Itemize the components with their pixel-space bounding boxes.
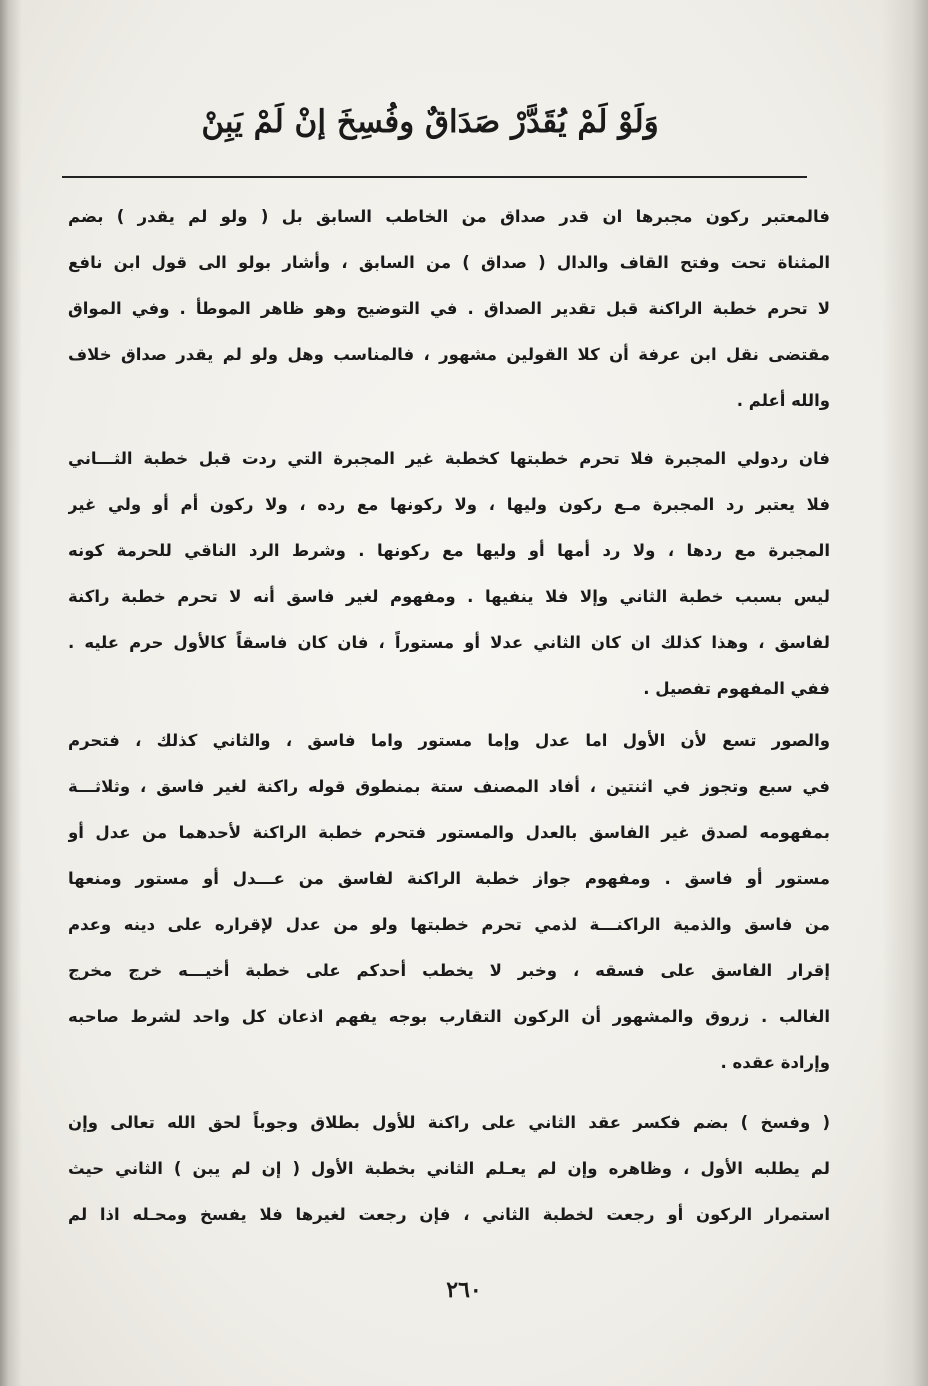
text-line: والصور تسع لأن الأول اما عدل وإما مستور واما فاسق ، والثاني كذلك ، فتحرم [68, 731, 830, 750]
text-line: لفاسق ، وهذا كذلك ان كان الثاني عدلا أو مستوراً ، فان كان فاسقاً كالأول حرم عليه . [68, 633, 830, 652]
page-left-edge-shadow [0, 0, 22, 1386]
paragraph-1 [68, 194, 830, 424]
text-line: من فاسق والذمية الراكنـــة لذمي تحرم خطبتها ولو من عدل لإقراره على دينه وعدم [68, 915, 830, 934]
text-line: والله أعلم . [736, 391, 830, 410]
text-line: إقرار الفاسق على فسقه ، وخبر لا يخطب أحدكم على خطبة أخيـــه خرج مخرج [68, 961, 830, 980]
text-line: استمرار الركون أو رجعت لخطبة الثاني ، فإن رجعت لغيرها فلا يفسخ ومحـله اذا لم [68, 1205, 830, 1224]
text-line: المجبرة مع ردها ، ولا رد أمها أو وليها مع ركونها . وشرط الرد الناقي للحرمة كونه [68, 541, 830, 560]
text-line: فان ردولي المجبرة فلا تحرم خطبتها كخطبة غير المجبرة التي ردت قبل خطبة الثـــاني [68, 449, 830, 468]
text-line: مستور أو فاسق . ومفهوم جواز خطبة الراكنة لفاسق من عـــدل أو مستور ومنعها [68, 869, 830, 888]
page-right-edge-shadow [882, 0, 928, 1386]
page-number: ٢٦٠ [446, 1277, 482, 1303]
text-line: في سبع وتجوز في اثنتين ، أفاد المصنف ستة بمنطوق قوله راكنة لغير فاسق ، وثلاثـــة [68, 777, 830, 796]
paragraph-2 [68, 436, 830, 712]
header-divider [62, 176, 807, 178]
text-line: ( وفسخ ) بضم فكسر عقد الثاني على راكنة للأول بطلاق وجوباً لحق الله تعالى وإن [68, 1113, 830, 1132]
text-line: المثناة تحت وفتح القاف والدال ( صداق ) من السابق ، وأشار بولو الى قول ابن نافع [68, 253, 830, 272]
text-line: الغالب . زروق والمشهور أن الركون التقارب بوجه يفهم اذعان كل واحد لشرط صاحبه [68, 1007, 830, 1026]
text-line: لا تحرم خطبة الراكنة قبل تقدير الصداق . في التوضيح وهو ظاهر الموطأ . وفي المواق [68, 299, 830, 318]
text-line: ففي المفهوم تفصيل . [643, 679, 830, 698]
text-line: لم يطلبه الأول ، وظاهره وإن لم يعـلم الثاني بخطبة الأول ( إن لم يبن ) الثاني حيث [68, 1159, 830, 1178]
text-line: وإرادة عقده . [720, 1053, 830, 1072]
paragraph-3 [68, 718, 830, 1086]
text-line: فالمعتبر ركون مجبرها ان قدر صداق من الخاطب السابق بل ( ولو لم يقدر ) بضم [68, 207, 830, 226]
text-line: بمفهومه لصدق غير الفاسق بالعدل والمستور فتحرم خطبة الراكنة لأحدهما من عدل أو [68, 823, 830, 842]
text-line: مقتضى نقل ابن عرفة أن كلا القولين مشهور ، فالمناسب وهل ولو لم يقدر صداق خلاف [68, 345, 830, 364]
text-line: فلا يعتبر رد المجبرة مـع ركون وليها ، ولا ركونها مع رده ، ولا ركون أم أو ولي غير [68, 495, 830, 514]
paragraph-4 [68, 1100, 830, 1238]
verse-header: وَلَوْ لَمْ يُقَدَّرْ صَدَاقٌ وفُسِخَ إنْ لَمْ يَبِنْ [201, 104, 659, 140]
text-line: ليس بسبب خطبة الثاني وإلا فلا ينفيها . ومفهوم لغير فاسق أنه لا تحرم خطبة راكنة [68, 587, 830, 606]
